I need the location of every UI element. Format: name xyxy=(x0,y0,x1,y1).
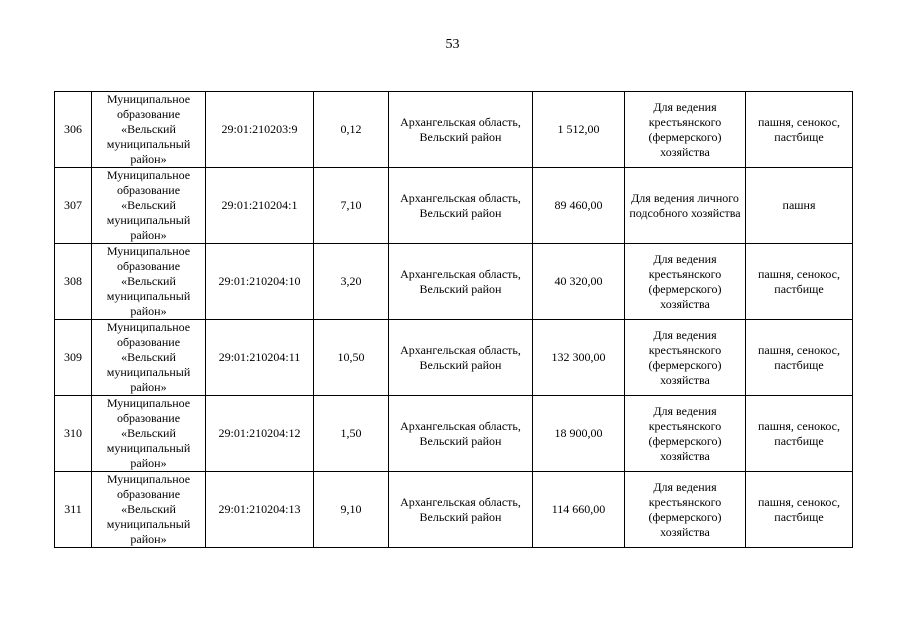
cell-area: 7,10 xyxy=(314,168,389,244)
cell-number: 307 xyxy=(55,168,92,244)
cell-land-type: пашня xyxy=(746,168,853,244)
cell-owner: Муниципальное образование «Вельский муниципальный район» xyxy=(92,244,206,320)
cell-location: Архангельская область, Вельский район xyxy=(389,168,533,244)
cell-value: 89 460,00 xyxy=(533,168,625,244)
cell-value: 132 300,00 xyxy=(533,320,625,396)
cell-purpose: Для ведения крестьянского (фермерского) хозяйства xyxy=(625,472,746,548)
cell-cadastral-number: 29:01:210204:11 xyxy=(206,320,314,396)
cell-land-type: пашня, сенокос, пастбище xyxy=(746,396,853,472)
cell-value: 40 320,00 xyxy=(533,244,625,320)
cell-area: 1,50 xyxy=(314,396,389,472)
land-plots-table xyxy=(54,91,853,548)
cell-location: Архангельская область, Вельский район xyxy=(389,92,533,168)
cell-location: Архангельская область, Вельский район xyxy=(389,472,533,548)
cell-owner: Муниципальное образование «Вельский муниципальный район» xyxy=(92,168,206,244)
cell-number: 310 xyxy=(55,396,92,472)
table-row xyxy=(55,396,853,472)
cell-cadastral-number: 29:01:210204:10 xyxy=(206,244,314,320)
page-number: 53 xyxy=(445,37,460,52)
cell-owner: Муниципальное образование «Вельский муниципальный район» xyxy=(92,320,206,396)
cell-location: Архангельская область, Вельский район xyxy=(389,396,533,472)
cell-owner: Муниципальное образование «Вельский муниципальный район» xyxy=(92,92,206,168)
cell-value: 114 660,00 xyxy=(533,472,625,548)
cell-purpose: Для ведения крестьянского (фермерского) хозяйства xyxy=(625,92,746,168)
cell-land-type: пашня, сенокос, пастбище xyxy=(746,92,853,168)
cell-value: 18 900,00 xyxy=(533,396,625,472)
cell-purpose: Для ведения крестьянского (фермерского) хозяйства xyxy=(625,396,746,472)
cell-cadastral-number: 29:01:210203:9 xyxy=(206,92,314,168)
cell-location: Архангельская область, Вельский район xyxy=(389,244,533,320)
cell-value: 1 512,00 xyxy=(533,92,625,168)
cell-number: 306 xyxy=(55,92,92,168)
cell-land-type: пашня, сенокос, пастбище xyxy=(746,472,853,548)
cell-number: 311 xyxy=(55,472,92,548)
cell-location: Архангельская область, Вельский район xyxy=(389,320,533,396)
table-row xyxy=(55,92,853,168)
table-row xyxy=(55,472,853,548)
cell-land-type: пашня, сенокос, пастбище xyxy=(746,320,853,396)
cell-purpose: Для ведения крестьянского (фермерского) хозяйства xyxy=(625,244,746,320)
cell-area: 10,50 xyxy=(314,320,389,396)
cell-cadastral-number: 29:01:210204:12 xyxy=(206,396,314,472)
cell-land-type: пашня, сенокос, пастбище xyxy=(746,244,853,320)
cell-area: 9,10 xyxy=(314,472,389,548)
cell-area: 0,12 xyxy=(314,92,389,168)
cell-cadastral-number: 29:01:210204:13 xyxy=(206,472,314,548)
table-row xyxy=(55,320,853,396)
table-row xyxy=(55,244,853,320)
cell-cadastral-number: 29:01:210204:1 xyxy=(206,168,314,244)
cell-number: 309 xyxy=(55,320,92,396)
cell-owner: Муниципальное образование «Вельский муниципальный район» xyxy=(92,396,206,472)
cell-owner: Муниципальное образование «Вельский муниципальный район» xyxy=(92,472,206,548)
table-row xyxy=(55,168,853,244)
cell-number: 308 xyxy=(55,244,92,320)
cell-purpose: Для ведения крестьянского (фермерского) хозяйства xyxy=(625,320,746,396)
cell-area: 3,20 xyxy=(314,244,389,320)
cell-purpose: Для ведения личного подсобного хозяйства xyxy=(625,168,746,244)
